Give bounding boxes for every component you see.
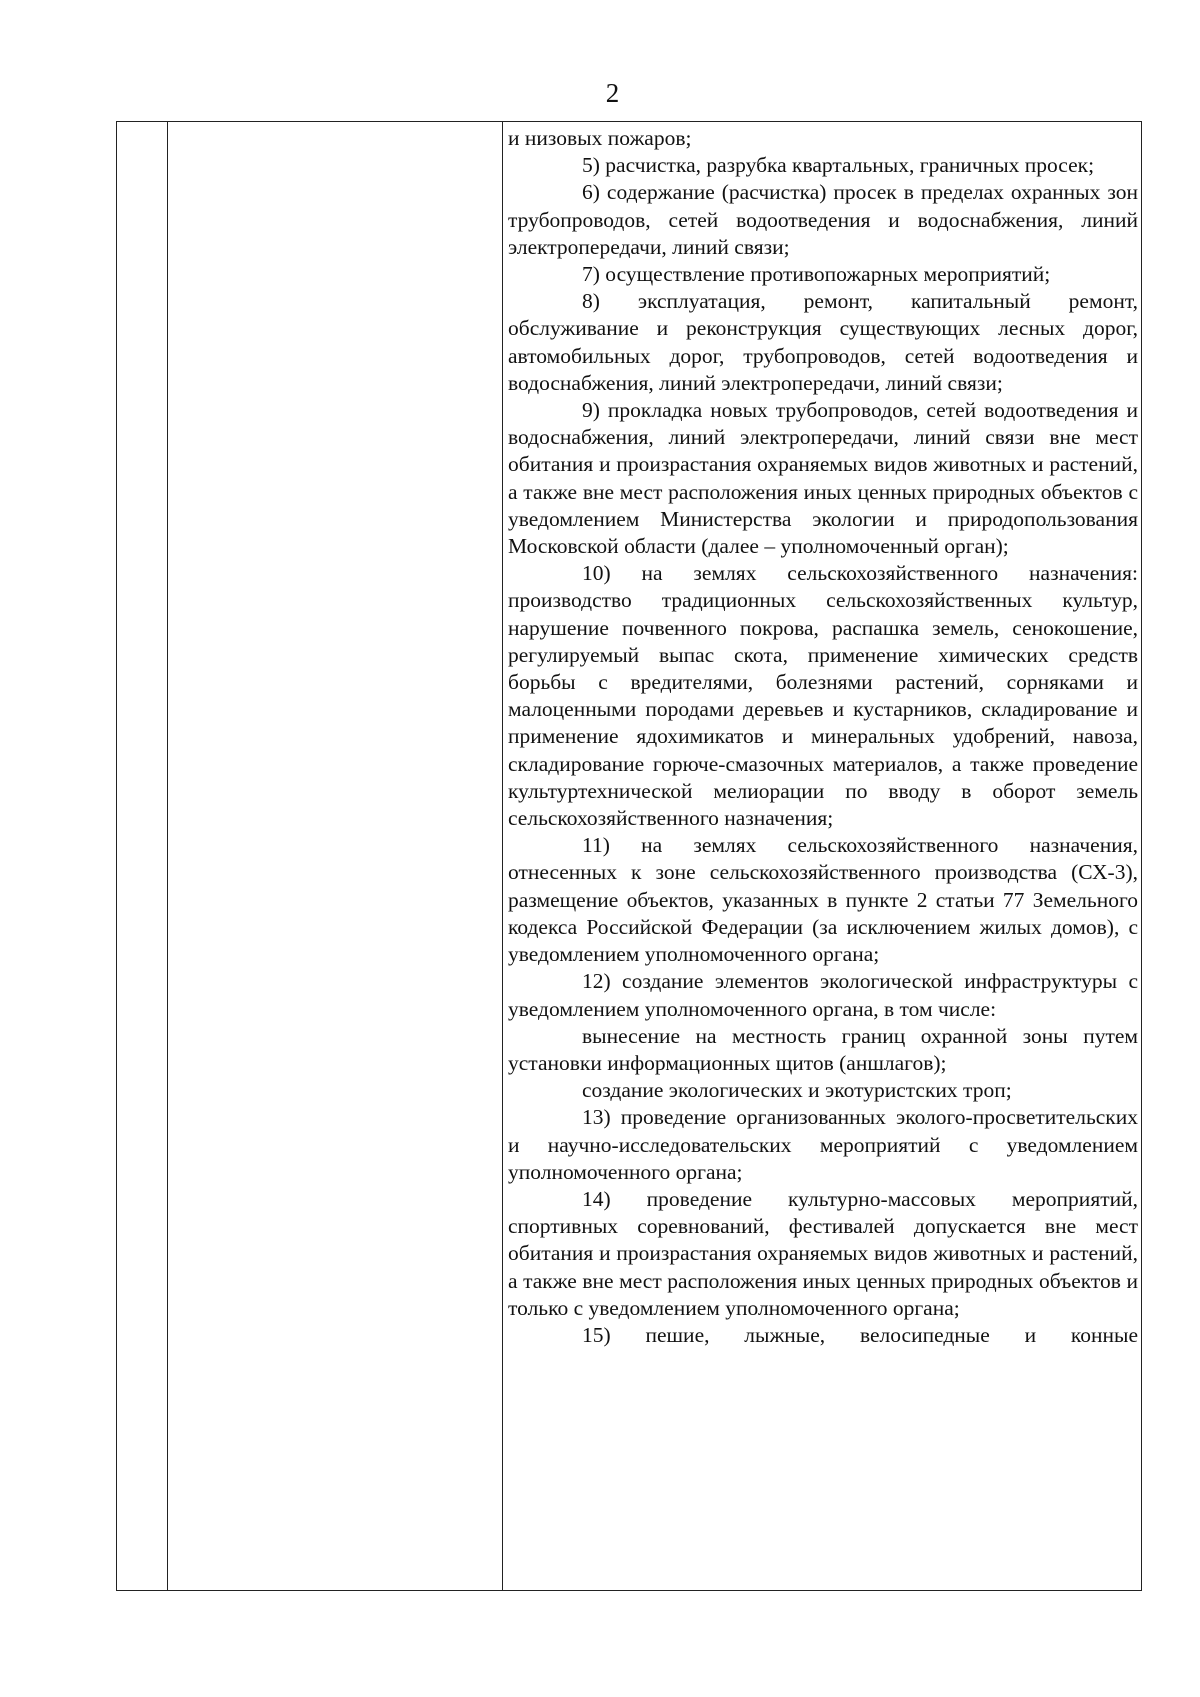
page-number: 2	[605, 78, 620, 108]
paragraph: 11) на землях сельскохозяйственного назначения, отнесенных к зоне сельскохозяйственного производства (СХ-3), размещение объектов, указанных в пункте 2 статьи 77 Земельного кодекса Российской Федерации (за исключением жилых домов), с уведомлением уполномоченного органа;	[508, 833, 1138, 967]
paragraph: и низовых пожаров;	[508, 126, 692, 150]
column-divider	[502, 122, 503, 1590]
table-cell-text	[508, 125, 1138, 1349]
paragraph: 5) расчистка, разрубка квартальных, граничных просек;	[582, 153, 1095, 178]
paragraph: 6) содержание (расчистка) просек в пределах охранных зон трубопроводов, сетей водоотведения и водоснабжения, линий электропередачи, линий связи;	[508, 180, 1138, 259]
paragraph: 8) эксплуатация, ремонт, капитальный ремонт, обслуживание и реконструкция существующих лесных дорог, автомобильных дорог, трубопроводов, сетей водоотведения и водоснабжения, линий электропередачи, линий связи;	[508, 289, 1138, 395]
paragraph: вынесение на местность границ охранной зоны путем установки информационных щитов (аншлагов);	[508, 1023, 1138, 1075]
paragraph: создание экологических и экотуристских троп;	[582, 1078, 1012, 1103]
paragraph: 13) проведение организованных эколого-просветительских и научно-исследовательских мероприятий с уведомлением уполномоченного органа;	[508, 1105, 1138, 1184]
paragraph: 12) создание элементов экологической инфраструктуры с уведомлением уполномоченного органа, в том числе:	[508, 969, 1138, 1021]
paragraph: 10) на землях сельскохозяйственного назначения: производство традиционных сельскохозяйственных культур, нарушение почвенного покрова, распашка земель, сенокошение, регулируемый выпас скота, применение химических средств борьбы с вредителями, болезнями растений, сорняками и малоценными породами деревьев и кустарников, складирование и применение ядохимикатов и минеральных удобрений, навоза, складирование горюче-смазочных материалов, а также проведение культуртехнической мелиорации по вводу в оборот земель сельскохозяйственного назначения;	[508, 561, 1138, 831]
paragraph: 14) проведение культурно-массовых мероприятий, спортивных соревнований, фестивалей допускается вне мест обитания и произрастания охраняемых видов животных и растений, а также вне мест расположения иных ценных природных объектов и только с уведомлением уполномоченного органа;	[508, 1186, 1138, 1320]
document-table	[116, 121, 1142, 1591]
paragraph: 15) пешие, лыжные, велосипедные и конные	[582, 1322, 1138, 1347]
paragraph: 7) осуществление противопожарных мероприятий;	[582, 262, 1051, 287]
paragraph: 9) прокладка новых трубопроводов, сетей водоотведения и водоснабжения, линий электропередачи, линий связи вне мест обитания и произрастания охраняемых видов животных и растений, а также вне мест расположения иных ценных природных объектов с уведомлением Министерства экологии и природопользования Московской области (далее – уполномоченный орган);	[508, 398, 1138, 559]
column-divider	[167, 122, 168, 1590]
